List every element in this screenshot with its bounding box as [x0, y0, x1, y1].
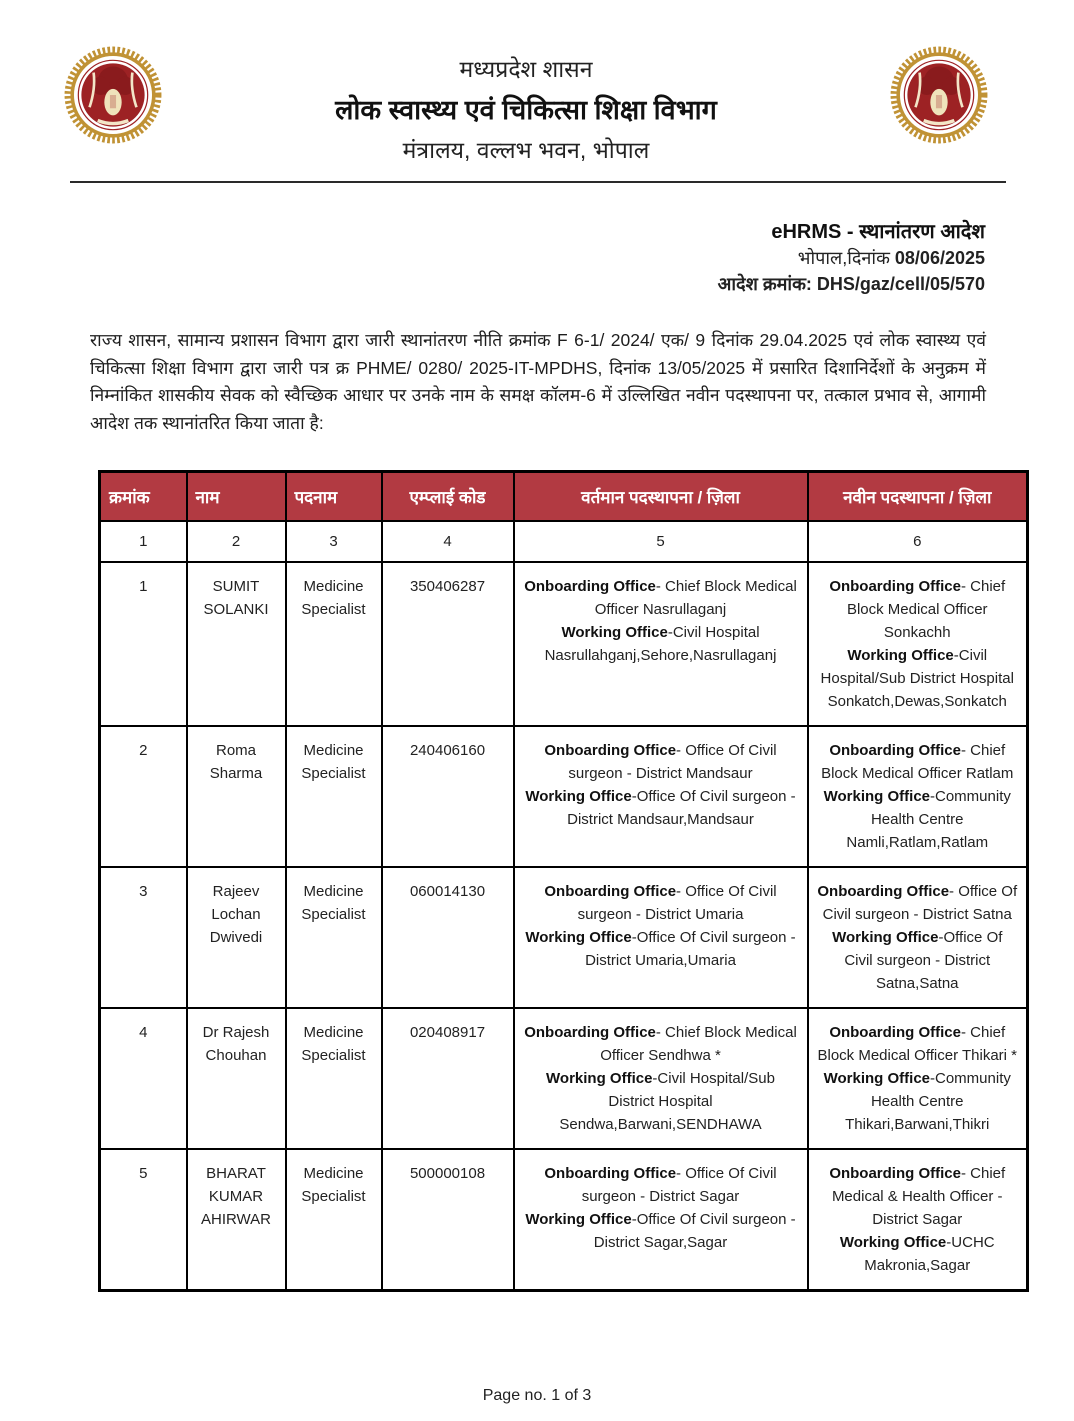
- cell-name: Roma Sharma: [187, 726, 286, 867]
- cell-serial-no: 3: [100, 867, 187, 1008]
- transfer-table: [98, 470, 1029, 1292]
- column-number: 5: [514, 521, 808, 562]
- cell-name: SUMIT SOLANKI: [187, 562, 286, 726]
- order-info-block: [0, 219, 985, 297]
- header-divider: [70, 181, 1006, 183]
- cell-current-posting: [514, 562, 808, 726]
- posting-line: Working Office-Civil Hospital/Sub District Hospital Sonkatch,Dewas,Sonkatch: [820, 647, 1014, 710]
- place-date-label: भोपाल,दिनांक: [797, 248, 895, 268]
- cell-current-posting: [514, 726, 808, 867]
- table-body: [100, 562, 1028, 1291]
- posting-line: Working Office-Office Of Civil surgeon - District Mandsaur,Mandsaur: [525, 788, 796, 828]
- cell-new-posting: [808, 1149, 1028, 1291]
- cell-new-posting: [808, 1008, 1028, 1149]
- table-row: [100, 867, 1028, 1008]
- posting-line: Working Office-Office Of Civil surgeon - District Satna,Satna: [832, 929, 1003, 992]
- posting-line: Onboarding Office- Office Of Civil surgeon - District Mandsaur: [544, 742, 777, 782]
- department-title-block: [164, 44, 888, 165]
- mp-government-emblem-right: [888, 44, 990, 146]
- cell-current-posting: [514, 1149, 808, 1291]
- posting-line: Working Office-Community Health Centre Thikari,Barwani,Thikri: [823, 1070, 1011, 1133]
- cell-serial-no: 1: [100, 562, 187, 726]
- cell-new-posting: [808, 867, 1028, 1008]
- posting-line: Onboarding Office- Office Of Civil surgeon - District Umaria: [544, 883, 777, 923]
- order-number-line: [0, 271, 985, 297]
- posting-line: Working Office-Community Health Centre Namli,Ratlam,Ratlam: [823, 788, 1011, 851]
- posting-line: Onboarding Office- Chief Block Medical Officer Thikari *: [817, 1024, 1017, 1064]
- table-row: [100, 562, 1028, 726]
- cell-new-posting: [808, 726, 1028, 867]
- cell-designation: Medicine Specialist: [286, 1149, 382, 1291]
- column-number: 2: [187, 521, 286, 562]
- posting-line: Onboarding Office- Chief Block Medical Officer Sendhwa *: [524, 1024, 797, 1064]
- cell-serial-no: 2: [100, 726, 187, 867]
- transfer-table-container: [98, 470, 1074, 1358]
- posting-line: Onboarding Office- Office Of Civil surgeon - District Satna: [817, 883, 1018, 923]
- posting-line: Working Office-Office Of Civil surgeon - District Sagar,Sagar: [525, 1211, 796, 1251]
- column-number-row: [100, 521, 1028, 562]
- cell-current-posting: [514, 1008, 808, 1149]
- posting-line: Onboarding Office- Chief Block Medical Officer Sonkachh: [829, 578, 1006, 641]
- cell-name: Rajeev Lochan Dwivedi: [187, 867, 286, 1008]
- posting-line: Onboarding Office- Office Of Civil surgeon - District Sagar: [544, 1165, 777, 1205]
- column-number: 1: [100, 521, 187, 562]
- department-name: लोक स्वास्थ्य एवं चिकित्सा शिक्षा विभाग: [335, 95, 717, 125]
- posting-line: Working Office-Office Of Civil surgeon - District Umaria,Umaria: [525, 929, 796, 969]
- cell-employee-code: 500000108: [382, 1149, 514, 1291]
- document-header: [0, 0, 1074, 165]
- posting-line: Onboarding Office- Chief Block Medical Officer Ratlam: [821, 742, 1014, 782]
- cell-new-posting: [808, 562, 1028, 726]
- table-row: [100, 1008, 1028, 1149]
- posting-line: Onboarding Office- Chief Block Medical Officer Nasrullaganj: [524, 578, 797, 618]
- header-current-posting: वर्तमान पदस्थापना / ज़िला: [514, 472, 808, 522]
- cell-employee-code: 060014130: [382, 867, 514, 1008]
- cell-current-posting: [514, 867, 808, 1008]
- cell-designation: Medicine Specialist: [286, 726, 382, 867]
- posting-line: Working Office-Civil Hospital/Sub District Hospital Sendwa,Barwani,SENDHAWA: [546, 1070, 775, 1133]
- order-place-date: [0, 245, 985, 271]
- table-row: [100, 1149, 1028, 1291]
- header-new-posting: नवीन पदस्थापना / ज़िला: [808, 472, 1028, 522]
- order-number: DHS/gaz/cell/05/570: [816, 274, 985, 294]
- header-serial-no: क्रमांक: [100, 472, 187, 522]
- posting-line: Onboarding Office- Chief Medical & Health Officer - District Sagar: [829, 1165, 1006, 1228]
- page-number: Page no. 1 of 3: [482, 1387, 592, 1404]
- department-address: मंत्रालय, वल्लभ भवन, भोपाल: [402, 137, 650, 163]
- cell-designation: Medicine Specialist: [286, 867, 382, 1008]
- intro-paragraph: राज्य शासन, सामान्य प्रशासन विभाग द्वारा जारी स्थानांतरण नीति क्रमांक F 6-1/ 2024/ एक/ 9 दिनांक 29.04.2025 एवं लोक स्वास्थ्य एवं चिकित्सा शिक्षा विभाग द्वारा जारी पत्र क्र PHME/ 0280/ 2025-IT-MPDHS, दिनांक 13/05/2025 में प्रसारित दिशानिर्देशों के अनुक्रम में निम्नांकित शासकीय सेवक को स्वैच्छिक आधार पर उनके नाम के समक्ष कॉलम-6 में उल्लिखित नवीन पदस्थापना पर, तत्काल प्रभाव से, आगामी आदेश तक स्थानांतरित किया जाता है:: [90, 330, 986, 433]
- column-number: 6: [808, 521, 1028, 562]
- cell-name: BHARAT KUMAR AHIRWAR: [187, 1149, 286, 1291]
- cell-employee-code: 020408917: [382, 1008, 514, 1149]
- table-header-row: [100, 472, 1028, 522]
- cell-serial-no: 5: [100, 1149, 187, 1291]
- cell-employee-code: 350406287: [382, 562, 514, 726]
- order-date: 08/06/2025: [894, 248, 985, 268]
- table-row: [100, 726, 1028, 867]
- cell-employee-code: 240406160: [382, 726, 514, 867]
- posting-line: Working Office-Civil Hospital Nasrullahganj,Sehore,Nasrullaganj: [544, 624, 777, 664]
- header-designation: पदनाम: [286, 472, 382, 522]
- government-name: मध्यप्रदेश शासन: [459, 56, 593, 82]
- cell-designation: Medicine Specialist: [286, 1008, 382, 1149]
- header-name: नाम: [187, 472, 286, 522]
- header-employee-code: एम्प्लाई कोड: [382, 472, 514, 522]
- cell-serial-no: 4: [100, 1008, 187, 1149]
- order-number-label: आदेश क्रमांक:: [717, 274, 817, 294]
- posting-line: Working Office-UCHC Makronia,Sagar: [839, 1234, 995, 1274]
- column-number: 4: [382, 521, 514, 562]
- mp-government-emblem-left: [62, 44, 164, 146]
- column-number: 3: [286, 521, 382, 562]
- order-title: eHRMS - स्थानांतरण आदेश: [771, 221, 985, 243]
- cell-designation: Medicine Specialist: [286, 562, 382, 726]
- cell-name: Dr Rajesh Chouhan: [187, 1008, 286, 1149]
